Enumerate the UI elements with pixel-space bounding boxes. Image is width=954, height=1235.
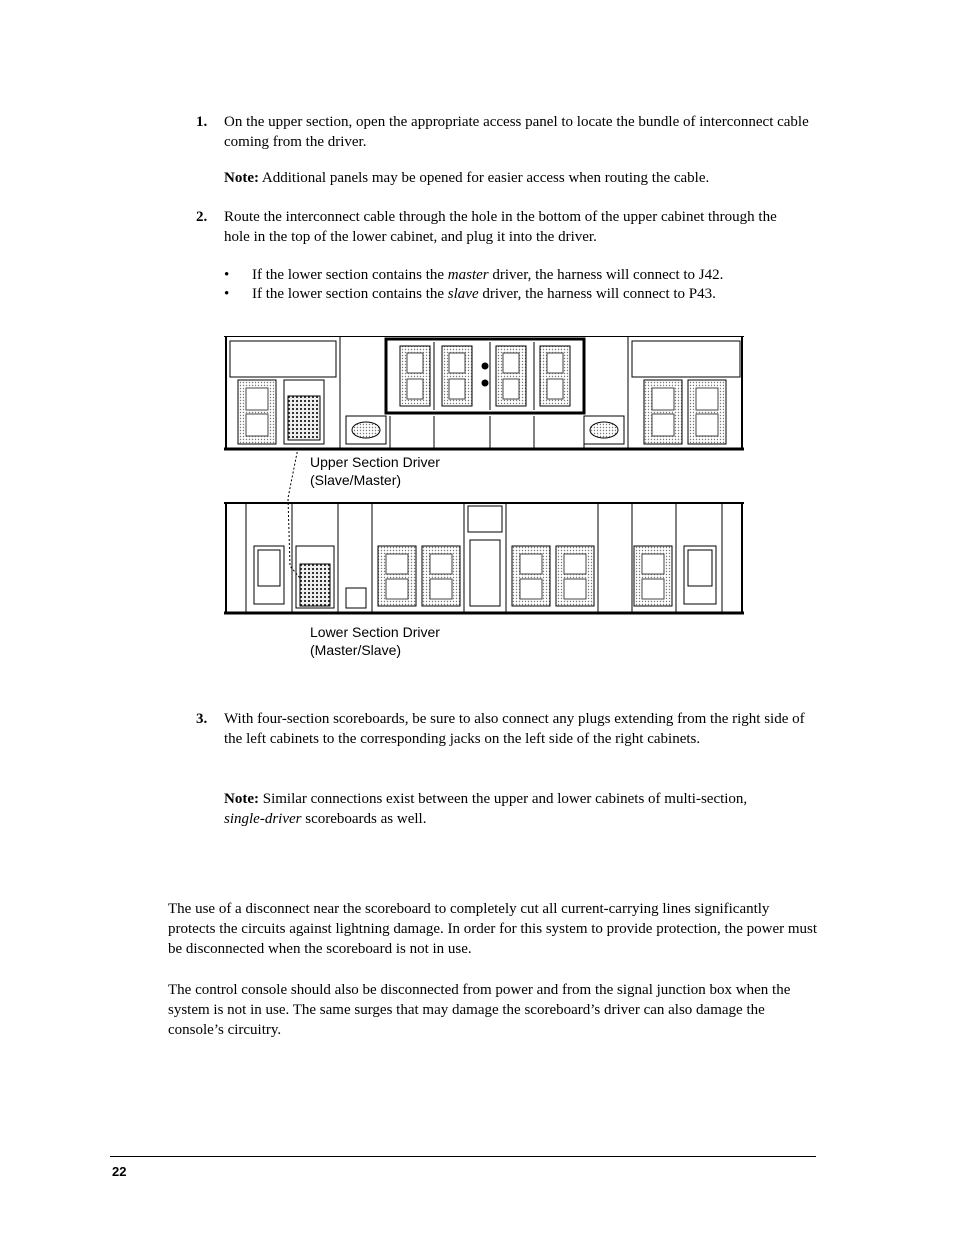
step-1-number: 1.: [196, 114, 208, 130]
bullet-icon: •: [224, 286, 230, 302]
paragraph-disconnect: The use of a disconnect near the scoreboard to completely cut all current-carrying lines significantly protects the circuits against lightning damage. In order for this system to provide protection, the power must be disconnected when the scoreboard is not in use.: [168, 901, 818, 957]
upper-cabinet: [224, 336, 744, 449]
note-label: Note:: [224, 791, 259, 807]
step-1-text: On the upper section, open the appropriate access panel to locate the bundle of interconnect cable coming from the driver.: [224, 114, 809, 150]
step-1-note: [224, 168, 814, 188]
note-label: Note:: [224, 170, 259, 186]
step-3-note: [224, 789, 784, 829]
lower-driver-sublabel: (Master/Slave): [310, 642, 402, 658]
paragraph-console: The control console should also be disconnected from power and from the signal junction box when the system is not in use. The same surges that may damage the scoreboard’s driver can also damage the console’s circuitry.: [168, 982, 791, 1038]
note-text-post: scoreboards as well.: [301, 811, 427, 827]
bullet-master: [252, 265, 812, 285]
step-2-text: Route the interconnect cable through the hole in the bottom of the upper cabinet through the hole in the top of the lower cabinet, and plug it into the driver.: [224, 209, 777, 245]
upper-driver-label: Upper Section Driver: [310, 454, 440, 470]
bullet-text-post: driver, the harness will connect to J42.: [488, 267, 724, 283]
step-2-number: 2.: [196, 209, 208, 225]
lower-driver-label: Lower Section Driver: [310, 624, 440, 640]
scoreboard-wiring-diagram: [224, 336, 748, 666]
note-text-em: single-driver: [224, 811, 302, 827]
lower-cabinet: [224, 503, 744, 613]
note-text-pre: Similar connections exist between the upper and lower cabinets of multi-section,: [258, 791, 748, 807]
step-3-text: With four-section scoreboards, be sure to also connect any plugs extending from the right side of the left cabinets to the corresponding jacks on the left side of the right cabinets.: [224, 711, 805, 747]
bullet-text-pre: If the lower section contains the: [252, 286, 448, 302]
page-number: 22: [112, 1164, 127, 1179]
bullet-icon: •: [224, 267, 230, 283]
step-3-number: 3.: [196, 711, 208, 727]
note-text: Additional panels may be opened for easier access when routing the cable.: [258, 170, 710, 186]
footer-rule: [110, 1156, 816, 1157]
bullet-text-pre: If the lower section contains the: [252, 267, 448, 283]
upper-driver-sublabel: (Slave/Master): [310, 472, 402, 488]
bullet-slave: [252, 284, 812, 304]
bullet-text-em: master: [447, 267, 489, 283]
bullet-text-post: driver, the harness will connect to P43.: [478, 286, 716, 302]
interconnect-cable: [288, 448, 300, 578]
bullet-text-em: slave: [447, 286, 479, 302]
